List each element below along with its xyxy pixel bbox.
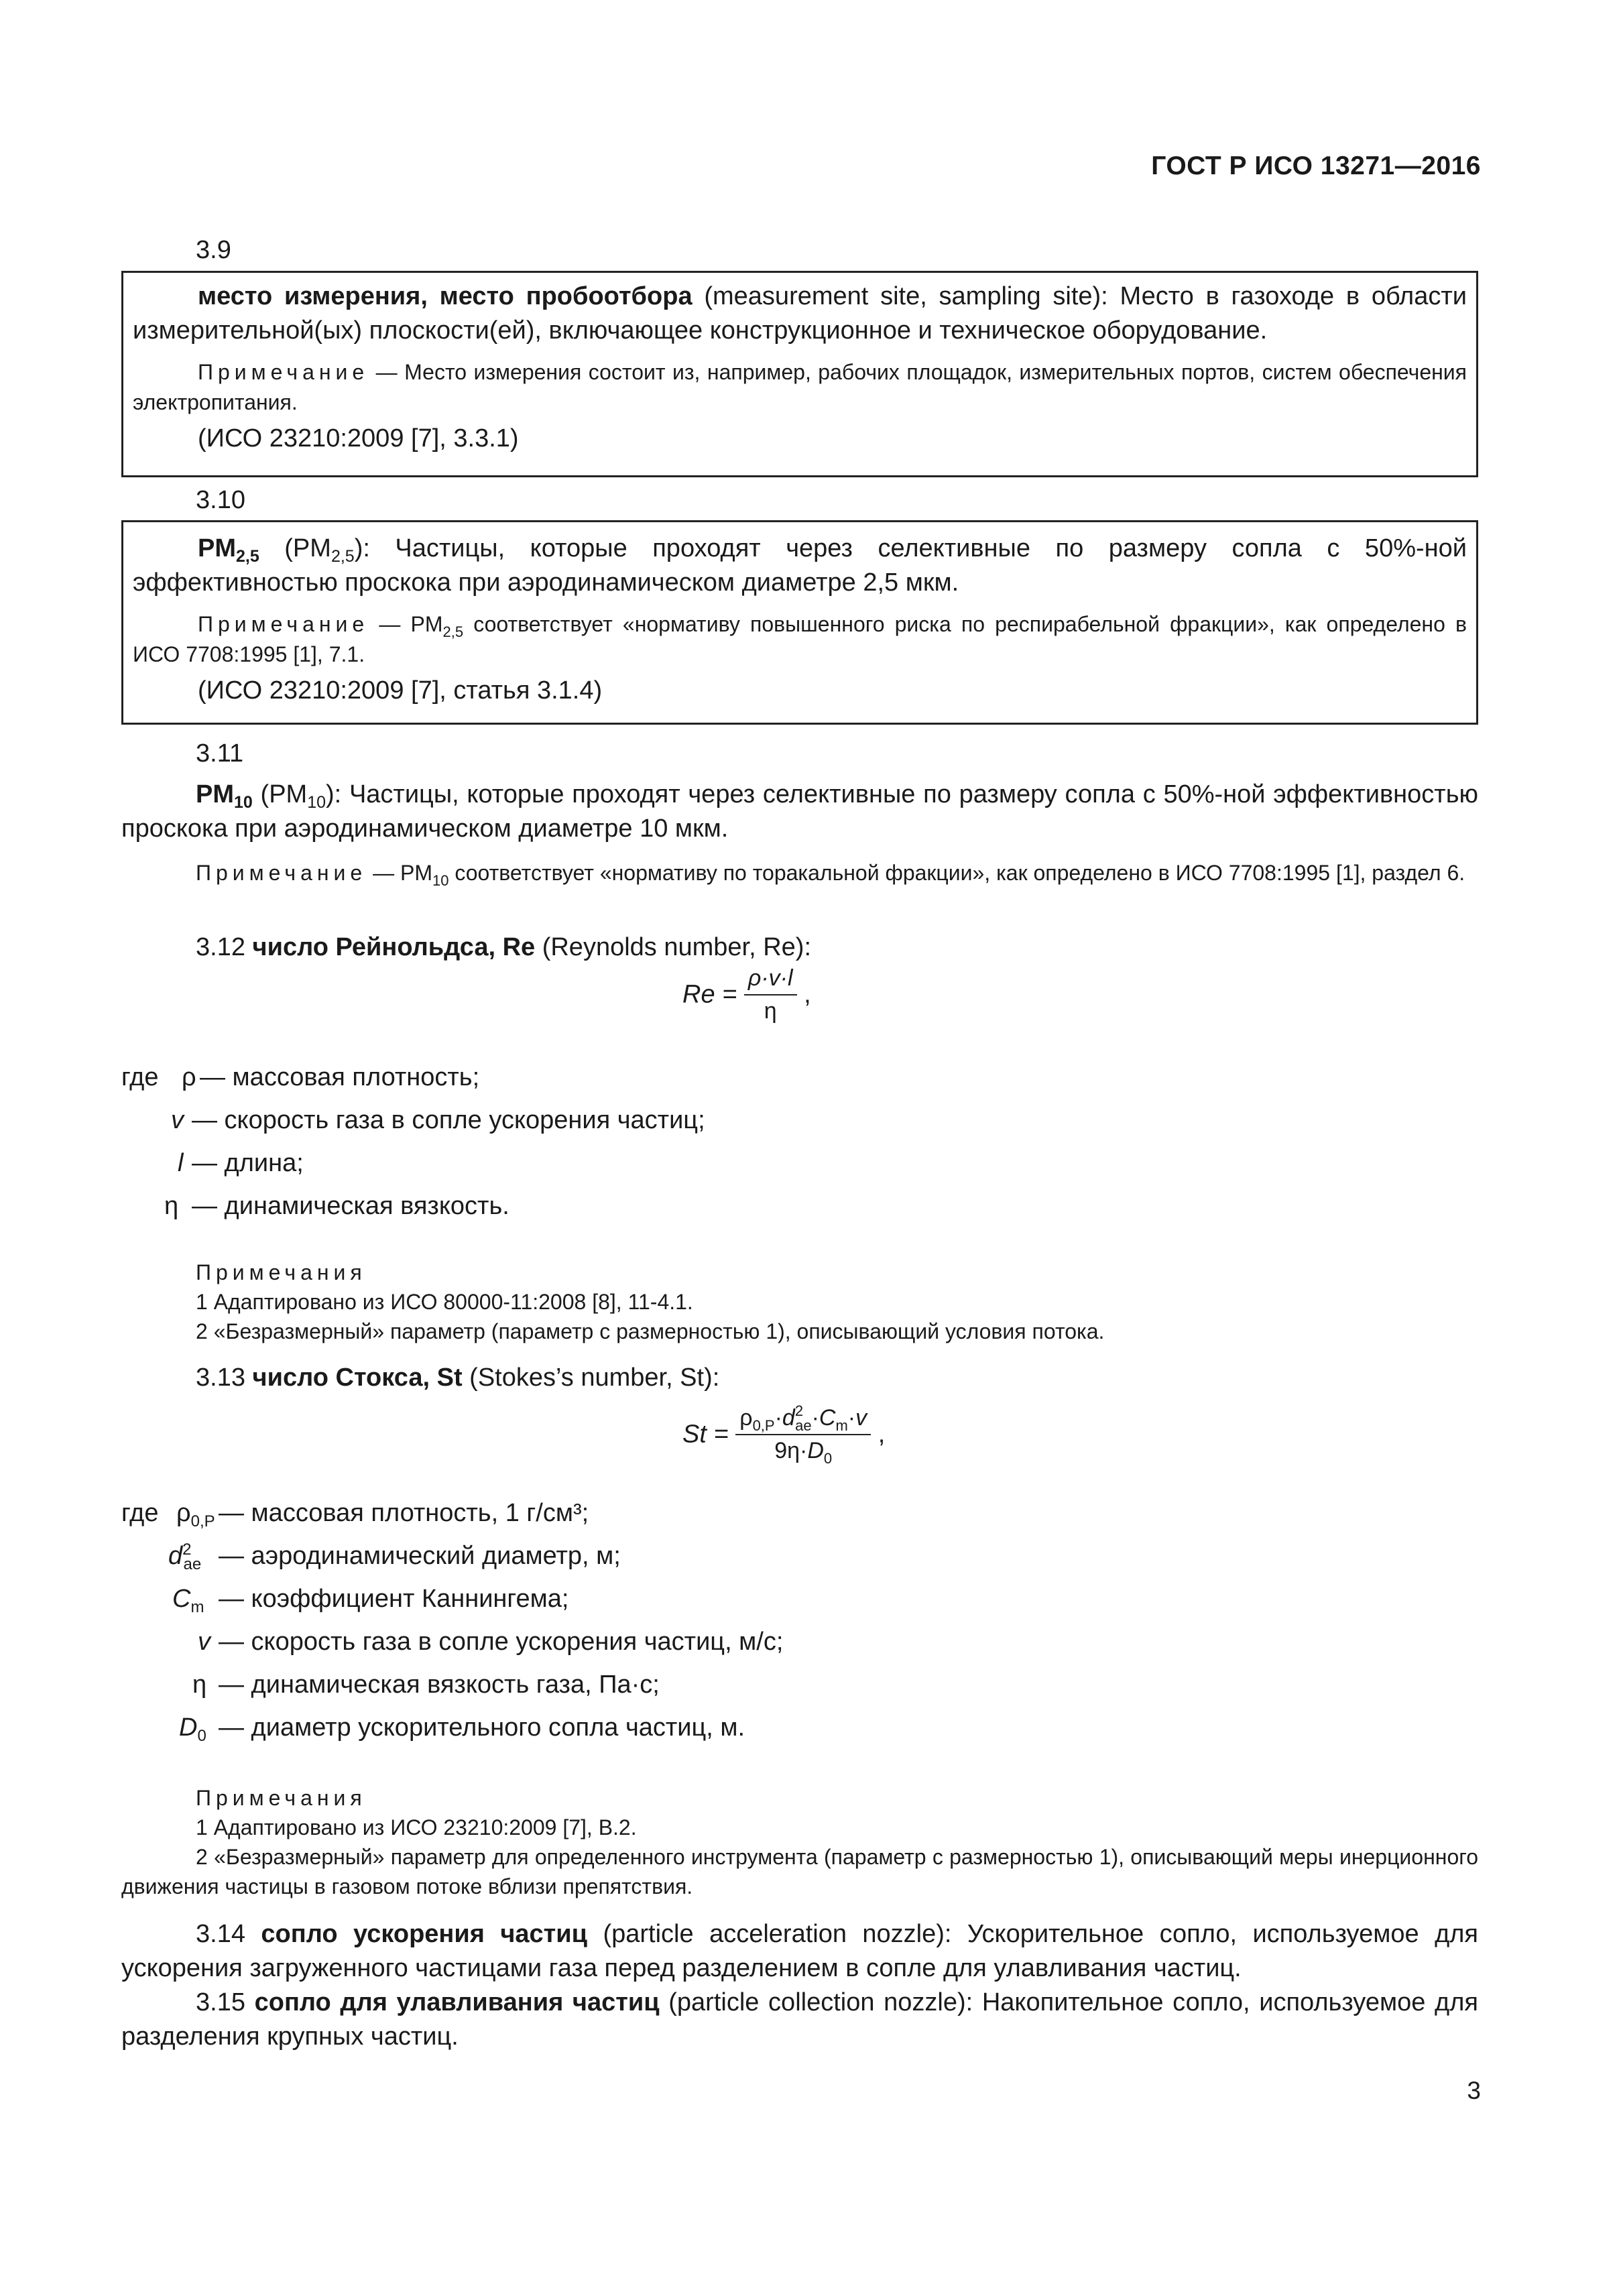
variables-list-3-12 [121,1063,1328,1237]
definition-text: 3.14 сопло ускорения частиц (particle acceleration nozzle): Ускорительное сопло, используемое для ускорения загруженного частицами газа перед разделением в сопле для улавливания частиц. [121,1920,1478,1982]
term: сопло ускорения частиц [261,1920,588,1948]
definition-text: $PM_{2,5}$ $(PM_{2,5})$: Частицы, которые проходят через селективные по размеру сопла с 50%-ной эффективностью проскока при аэродинамическом диаметре 2,5 мкм. [133,534,1467,597]
term: $PM_{2,5}$ [198,534,259,566]
variable-row: v — скорость газа в сопле ускорения частиц, м/с; [198,1628,784,1656]
definition-3-11 [121,778,1478,888]
definition-note: Примечание — Место измерения состоит из, например, рабочих площадок, измерительных портов, систем обеспечения электропитания. [133,360,1467,414]
term: место измерения, место пробоотбора [198,282,693,310]
variable-row: η — динамическая вязкость. [164,1192,509,1220]
definition-text: $PM_{10}$ $(PM_{10})$: Частицы, которые проходят через селективные по размеру сопла с 50%-ной эффективностью проскока при аэродинамическом диаметре 10 мкм. [121,780,1478,843]
definition-text: место измерения, место пробоотбора (measurement site, sampling site): Место в газоходе в области измерительной(ых) плоскости(ей), включающее конструкционное и техническое оборудование. [133,282,1467,345]
definition-box-3-10 [121,520,1478,725]
note-item: 2 «Безразмерный» параметр для определенного инструмента (параметр с размерностью 1), описывающий меры инерционного движения частицы в газовом потоке вблизи препятствия. [121,1845,1478,1898]
variable-row: $D_0$ — диаметр ускорительного сопла частиц, м. [179,1713,745,1745]
note-item: 1 Адаптировано из ИСО 80000-11:2008 [8], 11-4.1. [196,1290,693,1314]
variable-row: $C_m$ — коэффициент Каннингема; [172,1585,569,1616]
definition-note: Примечание — $PM_{2,5}$ соответствует «нормативу повышенного риска по респирабельной фракции», как определено в ИСО 7708:1995 [1], 7.1. [133,612,1467,666]
reynolds-formula: Re = $\frac{\rho\cdot v\cdot l}{\eta}$ , [682,965,811,1024]
notes-3-12 [121,1258,1478,1346]
definition-3-15 [121,1986,1478,2054]
definition-source: (ИСО 23210:2009 [7], 3.3.1) [198,424,519,452]
where-label: где [121,1063,159,1091]
term: число Рейнольдса, Re [252,933,536,961]
variables-list-3-13 [121,1499,1328,1767]
definition-text: 3.12 число Рейнольдса, Re (Reynolds number, Re): [196,933,811,961]
variable-row: l — длина; [178,1149,304,1177]
section-number-3-11: 3.11 [196,739,244,768]
definition-box-3-9 [121,271,1478,477]
formula-numerator: ρ·v·l [744,965,797,995]
definition-note: Примечание — $PM_{10}$ соответствует «нормативу по торакальной фракции», как определено в ИСО 7708:1995 [1], раздел 6. [196,861,1465,889]
notes-label: Примечания [196,1260,367,1284]
page-number: 3 [1467,2077,1481,2104]
definition-3-13 [121,1361,1478,1395]
variable-row: $d^2_{ae}$ — аэродинамический диаметр, м; [168,1540,621,1573]
document-header: ГОСТ Р ИСО 13271—2016 [1151,152,1481,180]
formula-denominator: η [764,998,777,1024]
section-number-3-10: 3.10 [196,486,245,514]
notes-3-13 [121,1783,1478,1901]
definition-3-14 [121,1917,1478,1986]
variable-row: η — динамическая вязкость газа, Па·с; [192,1671,660,1699]
definition-source: (ИСО 23210:2009 [7], статья 3.1.4) [198,676,603,705]
notes-label: Примечания [196,1786,367,1810]
stokes-formula: St = $\frac{\rho_{0,P}\cdot d^2_{ae}\cdot C_m\cdot v}{9\eta\cdot D_0}$ , [682,1402,886,1467]
term: $PM_{10}$ [196,780,253,812]
definition-text: 3.15 сопло для улавливания частиц (particle collection nozzle): Накопительное сопло, используемое для разделения крупных частиц. [121,1988,1478,2051]
where-label: где [121,1499,159,1527]
note-item: 2 «Безразмерный» параметр (параметр с размерностью 1), описывающий условия потока. [196,1319,1105,1343]
variable-row: ρ — массовая плотность; [182,1063,480,1091]
term: сопло для улавливания частиц [254,1988,660,2016]
term: число Стокса, St [252,1364,463,1392]
variable-row: v — скорость газа в сопле ускорения частиц; [171,1106,705,1134]
variable-row: $\rho_{0,P}$ — массовая плотность, 1 г/см³; [176,1499,589,1530]
formula-denominator: $9\eta\cdot D_0$ [774,1438,833,1467]
definition-text: 3.13 число Стокса, St (Stokes’s number, St): [196,1364,720,1392]
definition-3-12 [121,930,1478,965]
section-number-3-9: 3.9 [196,236,231,264]
formula-numerator: $\rho_{0,P}\cdot d^2_{ae}\cdot C_m\cdot v$ [735,1405,871,1435]
note-item: 1 Адаптировано из ИСО 23210:2009 [7], B.2. [196,1815,637,1839]
